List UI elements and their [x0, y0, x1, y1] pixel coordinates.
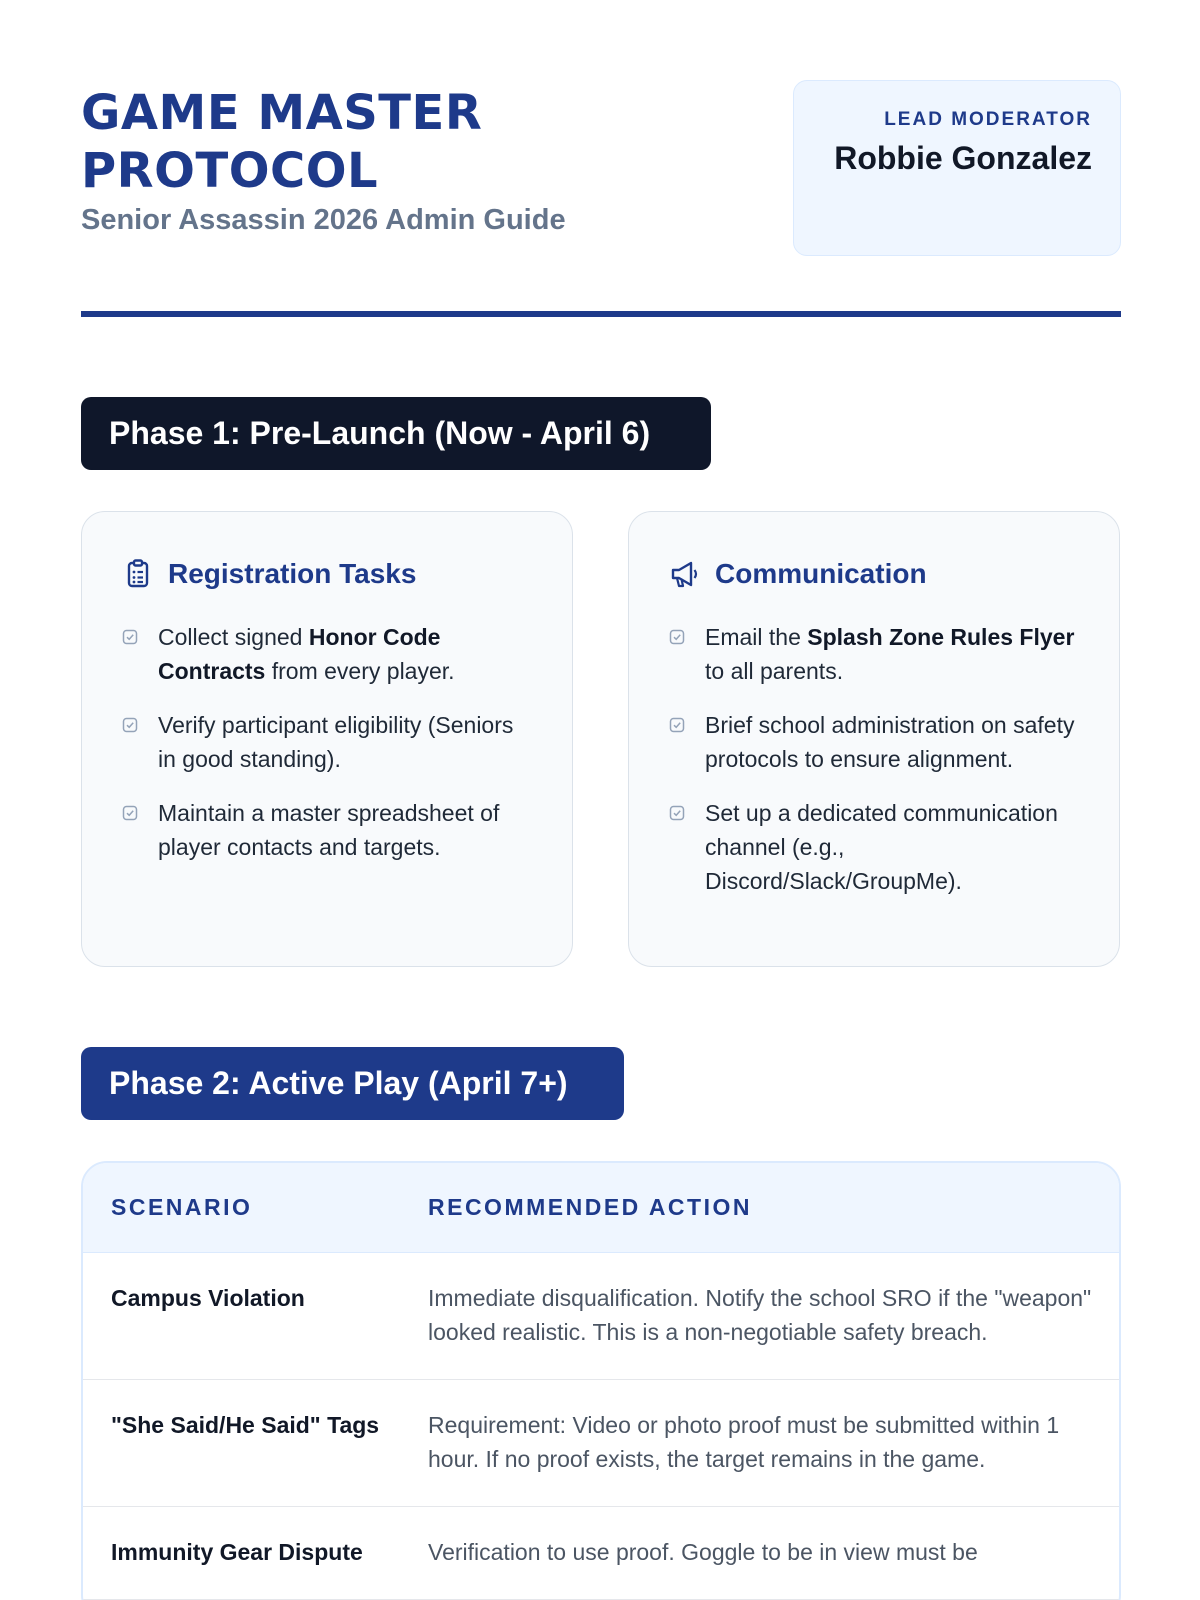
megaphone-icon	[669, 558, 701, 590]
task-text: Maintain a master spreadsheet of player contacts and targets.	[158, 800, 500, 860]
table-row	[83, 1253, 1119, 1380]
list-item	[122, 796, 532, 864]
task-text: Brief school administration on safety protocols to ensure alignment.	[705, 712, 1075, 772]
checkbox-icon	[669, 629, 685, 645]
moderator-card	[793, 80, 1121, 256]
checkbox-icon	[122, 805, 138, 821]
table-header	[83, 1163, 1119, 1253]
card-header	[669, 554, 1079, 594]
action-cell: Requirement: Video or photo proof must be submitted within 1 hour. If no proof exists, the target remains in the game.	[428, 1412, 1060, 1472]
scenario-cell: Campus Violation	[111, 1285, 305, 1311]
header-divider	[81, 311, 1121, 317]
list-item	[669, 796, 1079, 898]
list-item	[122, 708, 532, 776]
checkbox-icon	[669, 717, 685, 733]
page-subtitle: Senior Assassin 2026 Admin Guide	[81, 204, 566, 236]
list-item	[669, 708, 1079, 776]
task-text: Verify participant eligibility (Seniors in good standing).	[158, 712, 514, 772]
action-cell: Immediate disqualification. Notify the school SRO if the "weapon" looked realistic. This is a non-negotiable safety breach.	[428, 1285, 1092, 1345]
card-title: Communication	[715, 558, 927, 589]
column-header-action: RECOMMENDED ACTION	[428, 1194, 752, 1220]
phase-2-banner: Phase 2: Active Play (April 7+)	[81, 1047, 624, 1120]
table-row	[83, 1507, 1119, 1600]
task-list	[122, 620, 532, 864]
header	[81, 80, 1121, 260]
moderator-label: LEAD MODERATOR	[884, 109, 1092, 130]
scenario-cell: Immunity Gear Dispute	[111, 1539, 363, 1565]
communication-card	[628, 511, 1120, 967]
task-text: Set up a dedicated communication channel (e.g., Discord/Slack/GroupMe).	[705, 800, 1058, 894]
checkbox-icon	[122, 629, 138, 645]
scenario-table	[81, 1161, 1121, 1600]
list-item	[122, 620, 532, 688]
moderator-name: Robbie Gonzalez	[834, 140, 1092, 176]
action-cell: Verification to use proof. Goggle to be in view must be	[428, 1539, 978, 1565]
registration-tasks-card	[81, 511, 573, 967]
checkbox-icon	[669, 805, 685, 821]
phase-1-banner: Phase 1: Pre-Launch (Now - April 6)	[81, 397, 711, 470]
table-row	[83, 1380, 1119, 1507]
column-header-scenario: SCENARIO	[111, 1194, 253, 1220]
task-text: Collect signed Honor Code Contracts from every player.	[158, 624, 455, 684]
list-item	[669, 620, 1079, 688]
card-header	[122, 554, 532, 594]
checkbox-icon	[122, 717, 138, 733]
page-title: GAME MASTER PROTOCOL	[81, 85, 483, 199]
task-text: Email the Splash Zone Rules Flyer to all parents.	[705, 624, 1075, 684]
card-title: Registration Tasks	[168, 558, 417, 589]
scenario-cell: "She Said/He Said" Tags	[111, 1412, 380, 1438]
clipboard-list-icon	[122, 558, 154, 590]
task-list	[669, 620, 1079, 898]
